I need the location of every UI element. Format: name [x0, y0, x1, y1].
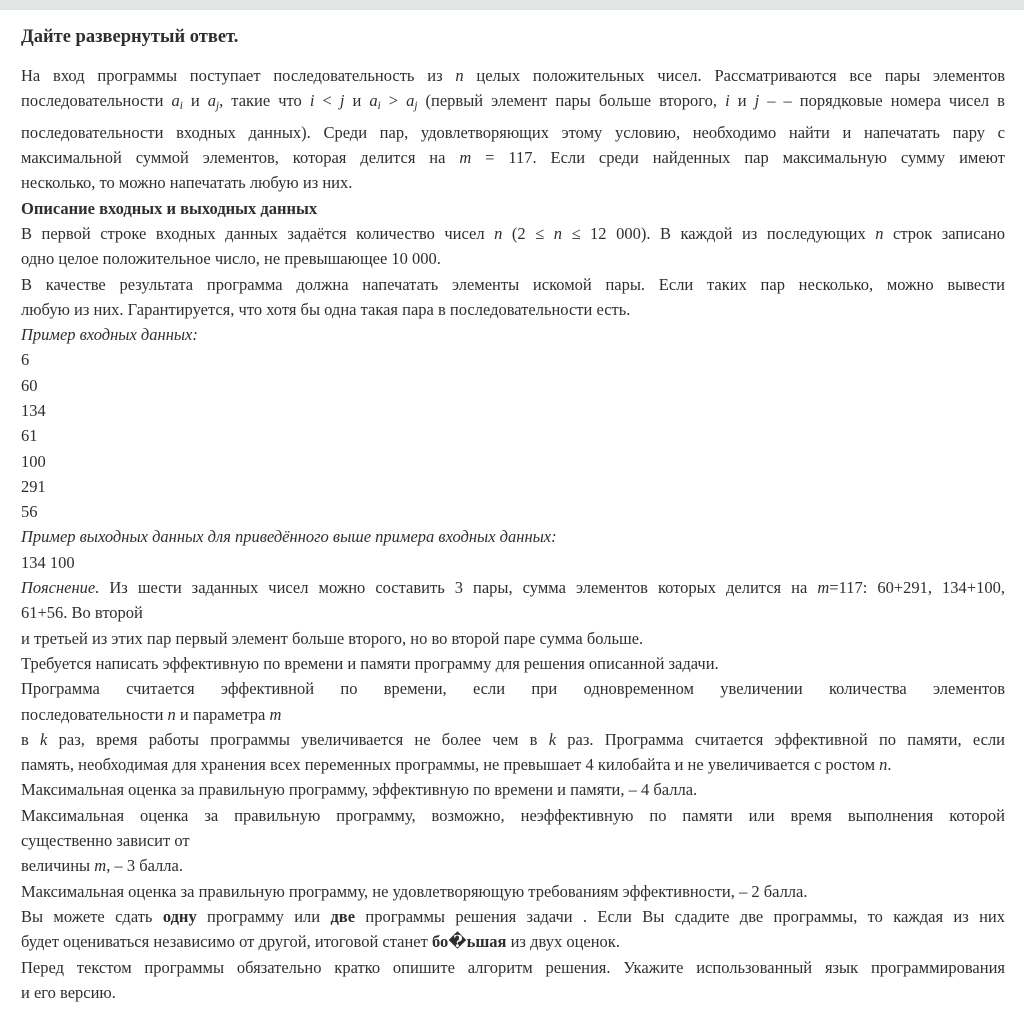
- text-line: [21, 853, 1005, 878]
- example-input-value: [21, 347, 1005, 372]
- text-run: =117: 60+291, 134+100,: [829, 578, 1005, 598]
- example-input-value: [21, 373, 1005, 398]
- text-line: [21, 297, 1005, 322]
- text-run: k: [40, 729, 48, 749]
- text-run: , – 3 балла.: [106, 856, 183, 876]
- example-input-value: [21, 474, 1005, 499]
- text-run: будет оцениваться независимо от другой, итоговой станет: [21, 932, 432, 952]
- text-run: и: [182, 91, 208, 111]
- example-input-value: [21, 423, 1005, 448]
- text-run: максимальной суммой элементов, которая делится на: [21, 148, 460, 168]
- text-line: [21, 600, 1005, 625]
- text-run: ≤ 12 000). В каждой из последующих: [561, 223, 876, 243]
- text-run: (2 ≤: [502, 223, 554, 243]
- text-run: Пояснение.: [21, 578, 100, 598]
- text-line: [21, 955, 1005, 980]
- text-run: 61: [21, 426, 38, 446]
- text-line: [21, 145, 1005, 170]
- text-run: и: [729, 91, 755, 111]
- text-run: m: [817, 578, 830, 598]
- text-run: a: [369, 91, 378, 111]
- text-run: строк записано: [883, 223, 1005, 243]
- text-run: существенно зависит от: [21, 831, 190, 851]
- text-line: [21, 120, 1005, 145]
- text-line: [21, 803, 1005, 828]
- text-run: В первой строке входных данных задаётся количество чисел: [21, 223, 495, 243]
- text-run: >: [380, 91, 407, 111]
- text-run: = 117. Если среди найденных пар максимальную сумму имеют: [471, 148, 1005, 168]
- text-run: Пример входных данных:: [21, 325, 198, 345]
- page-title: Дайте развернутый ответ.: [21, 27, 239, 47]
- text-run: j: [216, 100, 220, 113]
- text-run: и параметра: [175, 704, 270, 724]
- text-run: Описание входных и выходных данных: [21, 198, 318, 218]
- text-run: Перед текстом программы обязательно кратко опишите алгоритм решения. Укажите использованный язык программирования: [21, 957, 1005, 977]
- text-run: 134 100: [21, 552, 75, 572]
- text-run: i: [725, 91, 730, 111]
- text-line: [21, 246, 1005, 271]
- text-run: n: [553, 223, 562, 243]
- text-run: i: [179, 100, 183, 113]
- text-run: программы решения задачи . Если Вы сдадите две программы, то каждая из них: [355, 906, 1006, 926]
- text-line: [21, 752, 1005, 777]
- text-run: n: [494, 223, 503, 243]
- text-line: [21, 727, 1005, 752]
- text-run: любую из них. Гарантируется, что хотя бы одна такая пара в последовательности есть.: [21, 299, 631, 319]
- document-body: [0, 10, 1024, 1023]
- text-run: 6: [21, 350, 30, 370]
- text-run: n: [879, 755, 888, 775]
- text-run: несколько, то можно напечатать любую из них.: [21, 173, 353, 193]
- text-run: В качестве результата программа должна напечатать элементы искомой пары. Если таких пар несколько, можно вывести: [21, 274, 1005, 294]
- text-run: 56: [21, 502, 38, 522]
- text-run: k: [548, 729, 557, 749]
- text-line: [21, 980, 1005, 1005]
- text-line: [21, 221, 1005, 246]
- text-run: Максимальная оценка за правильную программу, не удовлетворяющую требованиям эффективности, – 2 балла.: [21, 881, 808, 901]
- text-run: 100: [21, 451, 46, 471]
- text-run: j: [414, 100, 418, 113]
- text-line: [21, 929, 1005, 954]
- text-run: a: [406, 91, 415, 111]
- text-run: Максимальная оценка за правильную программу, возможно, неэффективную по памяти или время выполнения которой: [21, 805, 1005, 825]
- text-run: a: [207, 91, 217, 111]
- text-line: [21, 272, 1005, 297]
- text-run: (первый элемент пары больше второго,: [417, 91, 726, 111]
- text-run: 61+56. Во второй: [21, 603, 143, 623]
- text-run: , такие что: [219, 91, 310, 111]
- example-output-label: [21, 524, 1005, 549]
- text-run: .: [887, 755, 892, 775]
- io-section-heading: [21, 196, 1005, 221]
- text-run: память, необходимая для хранения всех переменных программы, не превышает 4 килобайта и не увеличивается с ростом: [21, 755, 880, 775]
- text-line: [21, 904, 1005, 929]
- text-run: программу или: [196, 906, 331, 926]
- text-line: [21, 828, 1005, 853]
- text-run: m: [269, 704, 282, 724]
- text-line: [21, 63, 1005, 88]
- text-run: m: [459, 148, 472, 168]
- text-run: последовательности: [21, 704, 168, 724]
- text-run: Максимальная оценка за правильную программу, эффективную по времени и памяти, – 4 балла.: [21, 780, 698, 800]
- example-input-value: [21, 499, 1005, 524]
- example-input-value: [21, 398, 1005, 423]
- text-run: раз. Программа считается эффективной по памяти, если: [556, 729, 1006, 749]
- text-line: [21, 170, 1005, 195]
- text-run: Пример выходных данных для приведённого выше примера входных данных:: [21, 527, 557, 547]
- text-run: последовательности: [21, 91, 172, 111]
- text-line: [21, 575, 1005, 600]
- text-run: n: [875, 223, 884, 243]
- text-run: и: [344, 91, 370, 111]
- example-input-value: [21, 449, 1005, 474]
- text-run: последовательности входных данных). Среди пар, удовлетворяющих этому условию, необходимо найти и напечатать пару с: [21, 122, 1005, 142]
- text-run: 134: [21, 401, 46, 420]
- text-line: [21, 879, 1005, 904]
- text-line: [21, 676, 1005, 701]
- text-run: бо�ьшая: [431, 932, 507, 952]
- text-run: Из шести заданных чисел можно составить 3 пары, сумма элементов которых делится на: [99, 578, 818, 598]
- text-run: На вход программы поступает последовательность из: [21, 66, 456, 85]
- text-run: 60: [21, 375, 38, 395]
- text-run: в: [21, 729, 41, 749]
- text-run: одно целое положительное число, не превышающее 10 000.: [21, 249, 441, 269]
- text-run: и его версию.: [21, 982, 116, 1002]
- text-line: [21, 777, 1005, 802]
- text-run: i: [377, 100, 381, 113]
- text-run: одну: [162, 906, 197, 926]
- text-run: Программа считается эффективной по времени, если при одновременном увеличении количества элементов: [21, 679, 1005, 699]
- example-input-label: [21, 322, 1005, 347]
- text-run: m: [94, 856, 107, 876]
- text-run: n: [455, 66, 464, 85]
- text-run: величины: [21, 856, 95, 876]
- text-line: [21, 702, 1005, 727]
- text-run: Требуется написать эффективную по времени и памяти программу для решения описанной задачи.: [21, 653, 719, 673]
- text-run: n: [167, 704, 176, 724]
- text-run: Вы можете сдать: [21, 906, 163, 926]
- text-run: – – порядковые номера чисел в: [759, 91, 1005, 111]
- text-run: j: [754, 91, 760, 111]
- text-line: [21, 626, 1005, 651]
- text-run: раз, время работы программы увеличивается не более чем в: [47, 729, 549, 749]
- text-run: целых положительных чисел. Рассматриваются все пары элементов: [463, 66, 1005, 85]
- text-line: [21, 651, 1005, 676]
- text-run: j: [339, 91, 345, 111]
- text-run: из двух оценок.: [506, 932, 620, 952]
- text-run: i: [309, 91, 315, 111]
- text-run: и третьей из этих пар первый элемент больше второго, но во второй паре сумма больше.: [21, 628, 644, 648]
- example-output-value: [21, 550, 1005, 575]
- text-line: [21, 88, 1005, 119]
- text-run: <: [314, 91, 340, 111]
- text-run: две: [330, 906, 356, 926]
- top-bar: [0, 0, 1024, 10]
- text-run: 291: [21, 476, 46, 496]
- text-run: a: [171, 91, 180, 111]
